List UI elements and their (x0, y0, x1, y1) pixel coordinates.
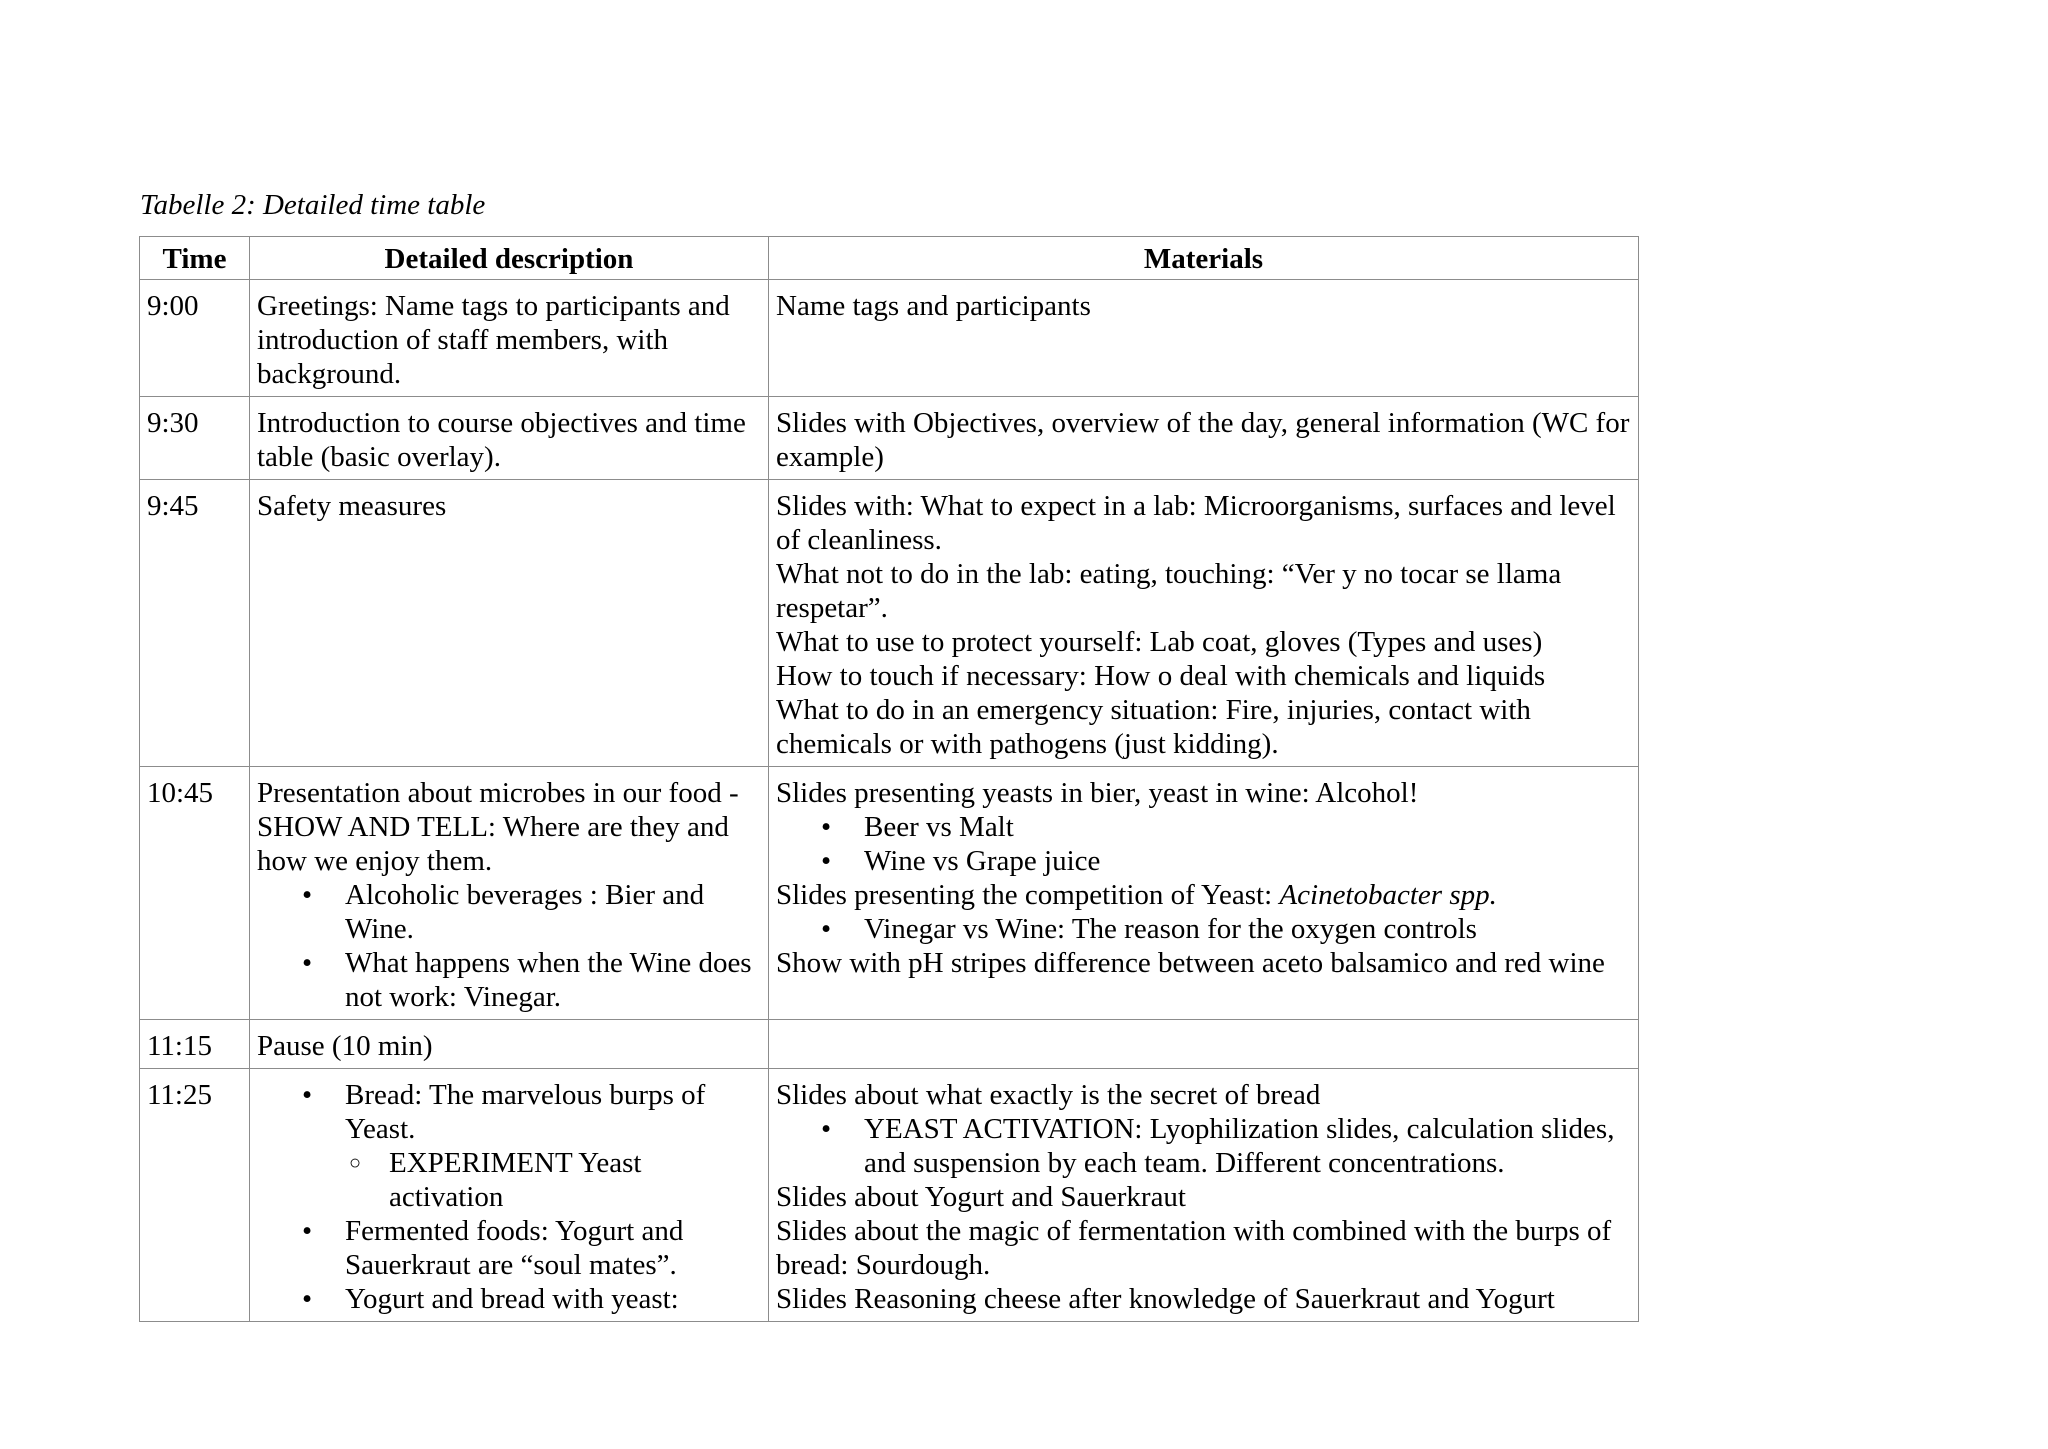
materials-line: How to touch if necessary: How o deal with chemicals and liquids (776, 660, 1546, 692)
description-cell (250, 767, 769, 1020)
description-cell: Pause (10 min) (250, 1020, 769, 1069)
materials-line: Slides about Yogurt and Sauerkraut (776, 1181, 1186, 1213)
time-cell: 9:30 (140, 397, 250, 480)
time-cell: 11:15 (140, 1020, 250, 1069)
header-description: Detailed description (250, 237, 769, 280)
species-name: Acinetobacter spp. (1279, 879, 1497, 911)
table-row (140, 280, 1639, 397)
description-cell: Safety measures (250, 480, 769, 767)
materials-line: What to use to protect yourself: Lab coat, gloves (Types and uses) (776, 626, 1543, 658)
time-cell: 9:45 (140, 480, 250, 767)
materials-cell: Name tags and participants (769, 280, 1639, 397)
table-row (140, 1069, 1639, 1322)
description-bullet-list (257, 878, 761, 1014)
table-row (140, 1020, 1639, 1069)
time-cell: 11:25 (140, 1069, 250, 1322)
materials-cell (769, 1020, 1639, 1069)
sub-bullet-list (257, 1146, 761, 1214)
time-cell: 9:00 (140, 280, 250, 397)
description-cell: Greetings: Name tags to participants and introduction of staff members, with background. (250, 280, 769, 397)
materials-line (776, 878, 1631, 912)
materials-line: Slides presenting yeasts in bier, yeast in wine: Alcohol! (776, 777, 1419, 809)
description-cell: Introduction to course objectives and time table (basic overlay). (250, 397, 769, 480)
materials-line: Slides about the magic of fermentation with combined with the burps of bread: Sourdough. (776, 1215, 1612, 1281)
header-materials: Materials (769, 237, 1639, 280)
materials-bullet-list (776, 912, 1631, 946)
table-row (140, 480, 1639, 767)
bullet-text: Bread: The marvelous burps of Yeast. (345, 1079, 706, 1145)
materials-line: Show with pH stripes difference between aceto balsamico and red wine (776, 947, 1605, 979)
materials-cell: Slides with Objectives, overview of the day, general information (WC for example) (769, 397, 1639, 480)
table-row (140, 767, 1639, 1020)
materials-cell (769, 1069, 1639, 1322)
list-item: • Alcoholic beverages : Bier and Wine. (257, 878, 761, 946)
description-cell (250, 1069, 769, 1322)
description-intro: Presentation about microbes in our food - SHOW AND TELL: Where are they and how we enjoy them. (257, 777, 739, 877)
materials-line: Slides with: What to expect in a lab: Microorganisms, surfaces and level of cleanliness. (776, 490, 1616, 556)
description-bullet-list (257, 1078, 761, 1316)
materials-line: Slides Reasoning cheese after knowledge of Sauerkraut and Yogurt (776, 1283, 1555, 1315)
list-item (257, 1078, 761, 1214)
materials-cell (769, 480, 1639, 767)
header-row (140, 237, 1639, 280)
competition-text: Slides presenting the competition of Yeast: (776, 879, 1280, 911)
materials-bullet-list (776, 1112, 1631, 1180)
time-cell: 10:45 (140, 767, 250, 1020)
table-caption: Tabelle 2: Detailed time table (140, 189, 486, 221)
materials-cell (769, 767, 1639, 1020)
header-time: Time (140, 237, 250, 280)
time-table (139, 236, 1639, 1322)
list-item: ○ EXPERIMENT Yeast activation (257, 1146, 761, 1214)
list-item: • Vinegar vs Wine: The reason for the oxygen controls (776, 912, 1631, 946)
materials-line: What to do in an emergency situation: Fire, injuries, contact with chemicals or with pathogens (just kidding). (776, 694, 1531, 760)
list-item: • Beer vs Malt (776, 810, 1631, 844)
list-item: • YEAST ACTIVATION: Lyophilization slides, calculation slides, and suspension by each team. Different concentrations. (776, 1112, 1631, 1180)
materials-bullet-list (776, 810, 1631, 878)
list-item: • Yogurt and bread with yeast: (257, 1282, 761, 1316)
table-row (140, 397, 1639, 480)
materials-line: Slides about what exactly is the secret of bread (776, 1079, 1321, 1111)
materials-line: What not to do in the lab: eating, touching: “Ver y no tocar se llama respetar”. (776, 558, 1562, 624)
list-item: • What happens when the Wine does not work: Vinegar. (257, 946, 761, 1014)
list-item: • Wine vs Grape juice (776, 844, 1631, 878)
list-item: • Fermented foods: Yogurt and Sauerkraut are “soul mates”. (257, 1214, 761, 1282)
